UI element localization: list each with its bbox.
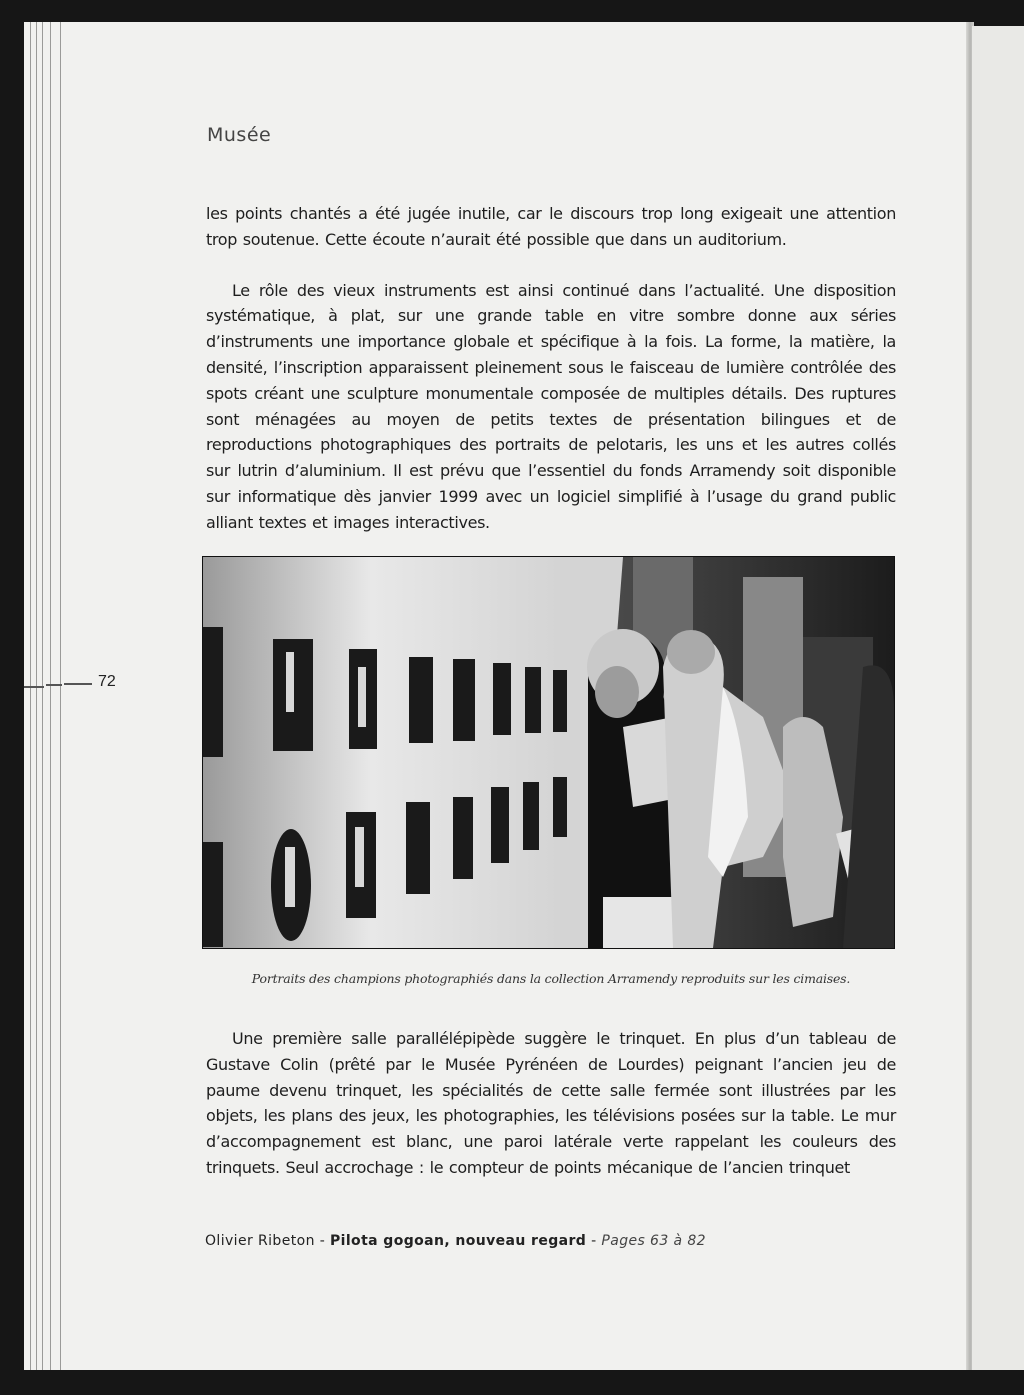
thumb-index-tab bbox=[24, 680, 94, 694]
text-block-bottom bbox=[206, 1026, 896, 1181]
footer-pages: Pages 63 à 82 bbox=[601, 1233, 706, 1249]
page-edge bbox=[42, 22, 43, 1370]
paragraph-3: Une première salle parallélépipède suggère le trinquet. En plus d’un tableau de Gustave Colin (prêté par le Musée Pyrénéen de Lourdes) peignant l’ancien jeu de paume devenu trinquet, les spécialités de cette salle fermée sont illustrées par les objets, les plans des jeux, les photographies, les télévisions posées sur la table. Le mur d’accompagnement est blanc, une paroi latérale verte rappelant les couleurs des trinquets. Seul accrochage : le compteur de points mécanique de l’ancien trinquet bbox=[206, 1029, 896, 1177]
page-edge bbox=[60, 22, 61, 1370]
footer-separator: - bbox=[314, 1233, 330, 1249]
footer-author: Olivier Ribeton bbox=[205, 1233, 315, 1249]
facing-page-edge bbox=[972, 26, 1024, 1370]
photo-illustration bbox=[203, 557, 894, 948]
page-edge bbox=[30, 22, 31, 1370]
exhibition-photo bbox=[202, 556, 895, 949]
paragraph-1: les points chantés a été jugée inutile, car le discours trop long exigeait une attention trop soutenue. Cette écoute n’aurait été possible que dans un auditorium. bbox=[206, 204, 896, 249]
page-edge bbox=[36, 22, 37, 1370]
page-edge bbox=[50, 22, 51, 1370]
page-footer bbox=[205, 1233, 706, 1249]
running-head bbox=[207, 124, 271, 146]
text-block-top bbox=[206, 201, 896, 536]
section-title: Musée bbox=[207, 124, 272, 146]
footer-title: Pilota gogoan, nouveau regard bbox=[330, 1233, 587, 1249]
paragraph-2: Le rôle des vieux instruments est ainsi continué dans l’actualité. Une disposition systématique, à plat, sur une grande table en vitre sombre donne aux séries d’instruments une importance globale et spécifique à la fois. La forme, la matière, la densité, l’inscription apparaissent pleinement sous le faisceau de lumière contrôlée des spots créant une sculpture monumentale composée de multiples détails. Des ruptures sont ménagées au moyen de petits textes de présentation bilingues et de reproductions photographiques des portraits de pelotaris, les uns et les autres collés sur lutrin d’aluminium. Il est prévu que l’essentiel du fonds Arramendy soit disponible sur informatique dès janvier 1999 avec un logiciel simplifié à l’usage du grand public alliant textes et images interactives. bbox=[206, 280, 896, 532]
page-number: 72 bbox=[98, 673, 116, 690]
footer-separator: - bbox=[586, 1233, 602, 1249]
figure-caption: Portraits des champions photographiés dans la collection Arramendy reproduits sur les cimaises. bbox=[251, 971, 851, 986]
